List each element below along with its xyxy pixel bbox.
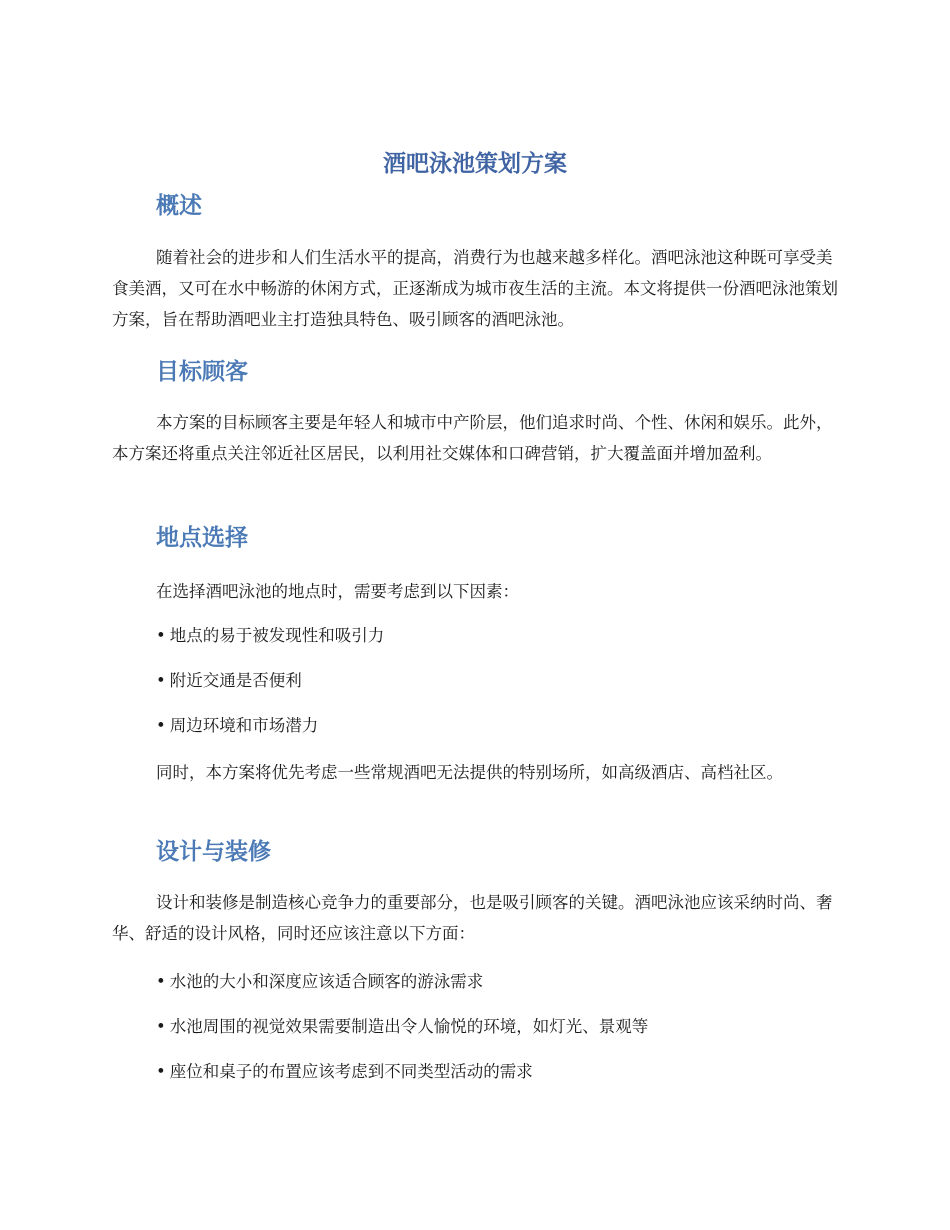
- list-item-text: 附近交通是否便利: [169, 671, 302, 690]
- bullet-icon: •: [156, 972, 166, 991]
- list-item: [156, 714, 318, 738]
- bullet-icon: •: [156, 671, 166, 690]
- section-heading-target: 目标顾客: [156, 359, 248, 385]
- section-heading-overview: 概述: [156, 193, 202, 219]
- target-paragraph: 本方案的目标顾客主要是年轻人和城市中产阶层，他们追求时尚、个性、休闲和娱乐。此外，本方案还将重点关注邻近社区居民，以利用社交媒体和口碑营销，扩大覆盖面并增加盈利。: [112, 413, 833, 463]
- list-item-text: 周边环境和市场潜力: [169, 716, 319, 735]
- bullet-icon: •: [156, 626, 166, 645]
- list-item: [156, 1015, 648, 1039]
- list-item-text: 水池周围的视觉效果需要制造出令人愉悦的环境，如灯光、景观等: [169, 1017, 649, 1036]
- section-heading-location: 地点选择: [156, 525, 248, 551]
- list-item: [156, 669, 302, 693]
- list-item-text: 水池的大小和深度应该适合顾客的游泳需求: [169, 972, 484, 991]
- design-paragraph: 设计和装修是制造核心竞争力的重要部分，也是吸引顾客的关键。酒吧泳池应该采纳时尚、奢华、舒适的设计风格，同时还应该注意以下方面：: [112, 893, 833, 943]
- document-title: 酒吧泳池策划方案: [383, 151, 567, 177]
- section-heading-design: 设计与装修: [156, 839, 271, 865]
- overview-paragraph: 随着社会的进步和人们生活水平的提高，消费行为也越来越多样化。酒吧泳池这种既可享受美食美酒，又可在水中畅游的休闲方式，正逐渐成为城市夜生活的主流。本文将提供一份酒吧泳池策划方案，旨在帮助酒吧业主打造独具特色、吸引顾客的酒吧泳池。: [112, 248, 838, 329]
- bullet-icon: •: [156, 716, 166, 735]
- location-paragraph: 同时，本方案将优先考虑一些常规酒吧无法提供的特别场所，如高级酒店、高档社区。: [156, 763, 783, 782]
- bullet-icon: •: [156, 1017, 166, 1036]
- list-item: [156, 970, 483, 994]
- location-intro: 在选择酒吧泳池的地点时，需要考虑到以下因素：: [156, 582, 519, 601]
- list-item-text: 地点的易于被发现性和吸引力: [169, 626, 385, 645]
- bullet-icon: •: [156, 1062, 166, 1081]
- list-item-text: 座位和桌子的布置应该考虑到不同类型活动的需求: [169, 1062, 533, 1081]
- list-item: [156, 624, 384, 648]
- list-item: [156, 1060, 533, 1084]
